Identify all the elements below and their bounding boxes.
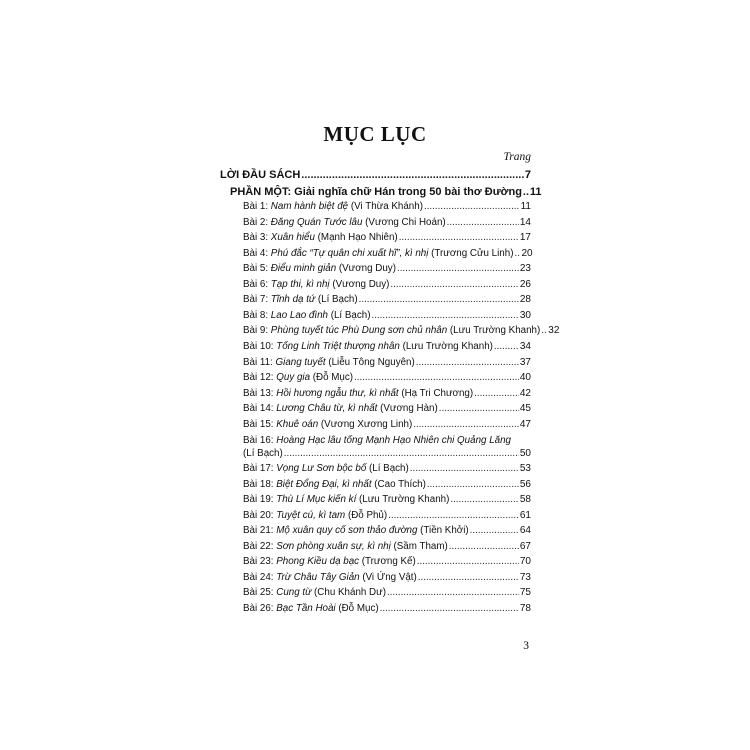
toc-entry-page: 28 [519, 294, 531, 306]
toc-entry-label: PHẦN MỘT: Giải nghĩa chữ Hán trong 50 bài thơ Đường [230, 186, 522, 198]
toc-entry-title: Lương Châu từ, kì nhất [276, 403, 378, 415]
dot-leader [424, 200, 520, 214]
toc-entry-number: Bài 25: [243, 587, 274, 599]
toc-entry-number: Bài 11: [243, 356, 273, 368]
dot-leader [514, 247, 520, 261]
toc-entry-author: (Mạnh Hạo Nhiên) [314, 232, 398, 244]
toc-entry-title: Phú đắc “Tự quân chi xuất hĩ”, kì nhị [270, 247, 429, 259]
toc-entry-number: Bài 18: [243, 478, 274, 490]
page-number: 3 [523, 640, 529, 652]
toc-entry-number: Bài 14: [243, 403, 274, 415]
toc-entry-title: Khuê oán [276, 418, 319, 430]
toc-entry-page: 17 [519, 232, 531, 244]
toc-entry-author: (Trương Cửu Linh) [428, 247, 514, 259]
dot-leader [301, 168, 524, 182]
dot-leader [417, 555, 519, 569]
toc-entry-page: 64 [519, 525, 531, 537]
toc-entry-author: (Lí Bạch) [315, 294, 358, 306]
toc-entry-title: Bạc Tần Hoài [276, 602, 336, 614]
dot-leader [410, 462, 519, 476]
toc-entry-16-line1 [243, 434, 531, 448]
toc-entry-author: (Đỗ Phủ) [345, 509, 388, 521]
toc-entry-title: Mộ xuân quy cố sơn thảo đường [276, 525, 418, 537]
toc-entry-text [243, 324, 540, 338]
toc-entry [243, 262, 531, 276]
toc-entry [243, 602, 531, 616]
dot-leader [474, 387, 519, 401]
toc-entry-text [243, 340, 493, 354]
dot-leader [494, 340, 519, 354]
toc-entry-number: Bài 12: [243, 372, 274, 384]
toc-entry-text [243, 356, 415, 370]
toc-entry-page: 53 [519, 463, 531, 474]
toc-entry-page: 45 [519, 403, 531, 415]
toc-entry-page: 30 [519, 309, 531, 321]
toc-entry-page: 34 [519, 340, 531, 352]
dot-leader [449, 540, 519, 554]
toc-entry-author: (Tiền Khởi) [417, 525, 469, 537]
toc-entry-text [243, 478, 426, 492]
dot-leader [390, 278, 518, 292]
toc-entry-text [243, 216, 446, 230]
toc-entry-title: Biệt Đổng Đại, kì nhất [276, 478, 372, 490]
toc-entry-text [243, 586, 386, 600]
toc-entry [243, 571, 531, 585]
toc-entry-page: 47 [519, 418, 531, 430]
toc-entry-author: (Lí Bạch) [328, 309, 371, 321]
toc-entry-page: 20 [521, 247, 533, 259]
toc-entry [243, 247, 531, 261]
toc-entry [243, 524, 531, 538]
toc-entry-author: (Vương Duy) [336, 263, 396, 275]
toc-entry [243, 309, 531, 323]
toc-entry-preface [220, 168, 531, 182]
toc-entry-author: (Lưu Trường Khanh) [356, 494, 450, 506]
toc-entry-text [243, 371, 353, 385]
toc-entry-page: 40 [519, 372, 531, 384]
toc-entry-number: Bài 19: [243, 494, 274, 506]
toc-entry-text [243, 231, 398, 245]
toc-entry-number: Bài 8: [243, 309, 269, 321]
toc-entry [243, 216, 531, 230]
toc-entry [243, 418, 531, 432]
toc-entry-author: (Vương Duy) [329, 278, 390, 290]
toc-entry-text [243, 402, 438, 416]
toc-entry-text [243, 247, 513, 261]
toc-entry-author: (Vương Hàn) [377, 403, 438, 415]
dot-leader [380, 602, 519, 616]
toc-entry-text [243, 200, 423, 214]
toc-entry-author: (Vương Xương Linh) [318, 418, 413, 430]
toc-entry [243, 478, 531, 492]
toc-entry-title: Xuân hiểu [270, 232, 315, 244]
toc-entry-author: (Đỗ Mục) [310, 372, 354, 384]
toc-entry-title: Tuyệt cú, kì tam [276, 509, 346, 521]
toc-entry-author: (Sầm Tham) [390, 540, 448, 552]
toc-entry-page: 7 [524, 169, 531, 181]
toc-entry-text [243, 493, 449, 507]
toc-entry [243, 231, 531, 245]
toc-entry-page: 61 [519, 509, 531, 521]
toc-entry [243, 340, 531, 354]
dot-leader [399, 231, 519, 245]
dot-leader [523, 185, 529, 199]
toc-entry [243, 293, 531, 307]
toc-entry-number: Bài 7: [243, 294, 269, 306]
toc-entry-number: Bài 9: [243, 325, 269, 337]
toc-entry-page: 42 [519, 387, 531, 399]
toc-entry-page: 26 [519, 278, 531, 290]
dot-leader [418, 571, 519, 585]
toc-entry-title: Quy gia [276, 372, 311, 384]
toc-entry-title: Vọng Lư Sơn bộc bố [276, 463, 367, 474]
toc-entry [243, 540, 531, 554]
dot-leader [387, 586, 519, 600]
toc-entry-author: (Vi Ứng Vật) [359, 571, 417, 583]
toc-entry-page: 56 [519, 478, 531, 490]
dot-leader [541, 324, 547, 338]
toc-entry [243, 387, 531, 401]
toc-entry-title: Cung từ [276, 587, 312, 599]
dot-leader [371, 309, 518, 323]
toc-entry-title: Điểu minh giản [270, 263, 337, 275]
toc-entry-number: Bài 13: [243, 387, 274, 399]
toc-entry-number: Bài 22: [243, 540, 274, 552]
toc-entry-text [243, 509, 387, 523]
dot-leader [470, 524, 519, 538]
toc-entry-title: Nam hành biệt đệ [270, 201, 349, 212]
dot-leader [413, 418, 519, 432]
dot-leader [359, 293, 519, 307]
toc-entry-text [243, 602, 379, 616]
toc-entry-author: (Trương Kế) [359, 556, 416, 568]
toc-entry-page: 11 [529, 186, 542, 198]
toc-entry-author: (Hạ Tri Chương) [398, 387, 474, 399]
dot-leader [397, 262, 519, 276]
toc-entry [243, 402, 531, 416]
toc-entry [243, 200, 531, 214]
toc-entry-text [243, 540, 448, 554]
toc-entry-number: Bài 6: [243, 278, 269, 290]
toc-entry-number: Bài 10: [243, 340, 274, 352]
dot-leader [450, 493, 519, 507]
toc-entry-title: Sơn phòng xuân sự, kì nhị [276, 540, 391, 552]
toc-entry-number: Bài 3: [243, 232, 269, 244]
toc-entry-text [243, 293, 358, 307]
toc-entry-number: Bài 20: [243, 509, 274, 521]
toc-entry-page: 37 [519, 356, 531, 368]
toc-entry-page: 58 [519, 494, 531, 506]
toc-entry-text [243, 555, 416, 569]
toc-entry-title: Phùng tuyết túc Phù Dung sơn chủ nhân [270, 325, 448, 337]
toc-entry-author: (Lí Bạch) [243, 448, 283, 459]
toc-entry-page: 11 [520, 201, 531, 212]
toc-entry-number: Bài 5: [243, 263, 269, 275]
toc-entry-label: LỜI ĐẦU SÁCH [220, 169, 301, 181]
toc-entry-title: Trừ Châu Tây Giản [276, 571, 360, 583]
toc-entry-page: 78 [519, 602, 531, 614]
toc-entry-title: Lao Lao đình [270, 309, 328, 321]
toc-entry [243, 371, 531, 385]
toc-entry-author: (Liễu Tông Nguyên) [325, 356, 415, 368]
toc-entry-author: (Vi Thừa Khánh) [348, 201, 423, 212]
toc-entry-page: 50 [519, 448, 531, 459]
toc-entry [243, 493, 531, 507]
toc-entry-page: 67 [519, 540, 531, 552]
toc-entry-author: (Chu Khánh Dư) [311, 587, 386, 599]
toc-entry-page: 32 [548, 325, 560, 337]
toc-entry-title: Hoàng Hạc lâu tống Mạnh Hạo Nhiên chi Quảng Lăng [276, 435, 511, 446]
toc-entry-title: Thù Lí Mục kiến kí [276, 494, 357, 506]
toc-entry-text [243, 309, 370, 323]
toc-entry-text [243, 524, 469, 538]
dot-leader [447, 216, 519, 230]
toc-entry-page: 75 [519, 587, 531, 599]
toc-entry-author: (Lưu Trường Khanh) [447, 325, 541, 337]
toc-entry [243, 324, 560, 338]
toc-entry-title: Giang tuyết [275, 356, 326, 368]
toc-entry-text [243, 418, 412, 432]
toc-entry-title: Tĩnh dạ tứ [270, 294, 316, 306]
toc-entry-number: Bài 24: [243, 571, 274, 583]
dot-leader [416, 356, 519, 370]
toc-entry-page: 14 [519, 216, 531, 228]
toc-entry-author: (Lí Bạch) [366, 463, 409, 474]
toc-entry-text [243, 571, 417, 585]
toc-entry-text [243, 387, 473, 401]
dot-leader [284, 447, 519, 461]
toc-entry-author: (Lưu Trường Khanh) [399, 340, 493, 352]
toc-entry-page: 23 [519, 263, 531, 275]
toc-entry-page: 70 [519, 556, 531, 568]
toc-entry-text [243, 278, 389, 292]
page-title: MỤC LỤC [323, 122, 427, 146]
toc-entry-page: 73 [519, 571, 531, 583]
toc-entry-number: Bài 26: [243, 602, 274, 614]
toc-entry-title: Đăng Quán Tước lâu [270, 216, 363, 228]
toc-entry-number: Bài 1: [243, 201, 269, 212]
toc-entry-part-one [230, 185, 542, 199]
toc-entry [243, 555, 531, 569]
toc-entry [243, 278, 531, 292]
toc-entry-author: (Cao Thích) [371, 478, 426, 490]
toc-entry-title: Tống Linh Triệt thượng nhân [276, 340, 400, 352]
toc-entry-number: Bài 2: [243, 216, 269, 228]
toc-entry-title: Phong Kiều dạ bạc [276, 556, 360, 568]
toc-entry-text [243, 262, 396, 276]
dot-leader [388, 509, 519, 523]
dot-leader [354, 371, 519, 385]
dot-leader [427, 478, 519, 492]
toc-entry-number: Bài 4: [243, 247, 269, 259]
toc-entry [243, 586, 531, 600]
toc-entry-title: Tạp thi, kì nhị [270, 278, 330, 290]
toc-entry-author: (Vương Chi Hoán) [362, 216, 446, 228]
toc-entry-16-line2 [243, 447, 531, 461]
toc-entry-number: Bài 21: [243, 525, 274, 537]
toc-entry-author: (Đỗ Mục) [335, 602, 379, 614]
toc-entry-number: Bài 16: [243, 435, 274, 446]
dot-leader [439, 402, 519, 416]
toc-entry-text [243, 462, 409, 476]
toc-entry-number: Bài 17: [243, 463, 274, 474]
toc-entry [243, 509, 531, 523]
toc-entry [243, 356, 531, 370]
toc-entry-number: Bài 23: [243, 556, 274, 568]
toc-entry-number: Bài 15: [243, 418, 274, 430]
toc-entry-title: Hồi hương ngẫu thư, kì nhất [276, 387, 399, 399]
toc-entry [243, 462, 531, 476]
page-column-header: Trang [503, 151, 531, 163]
